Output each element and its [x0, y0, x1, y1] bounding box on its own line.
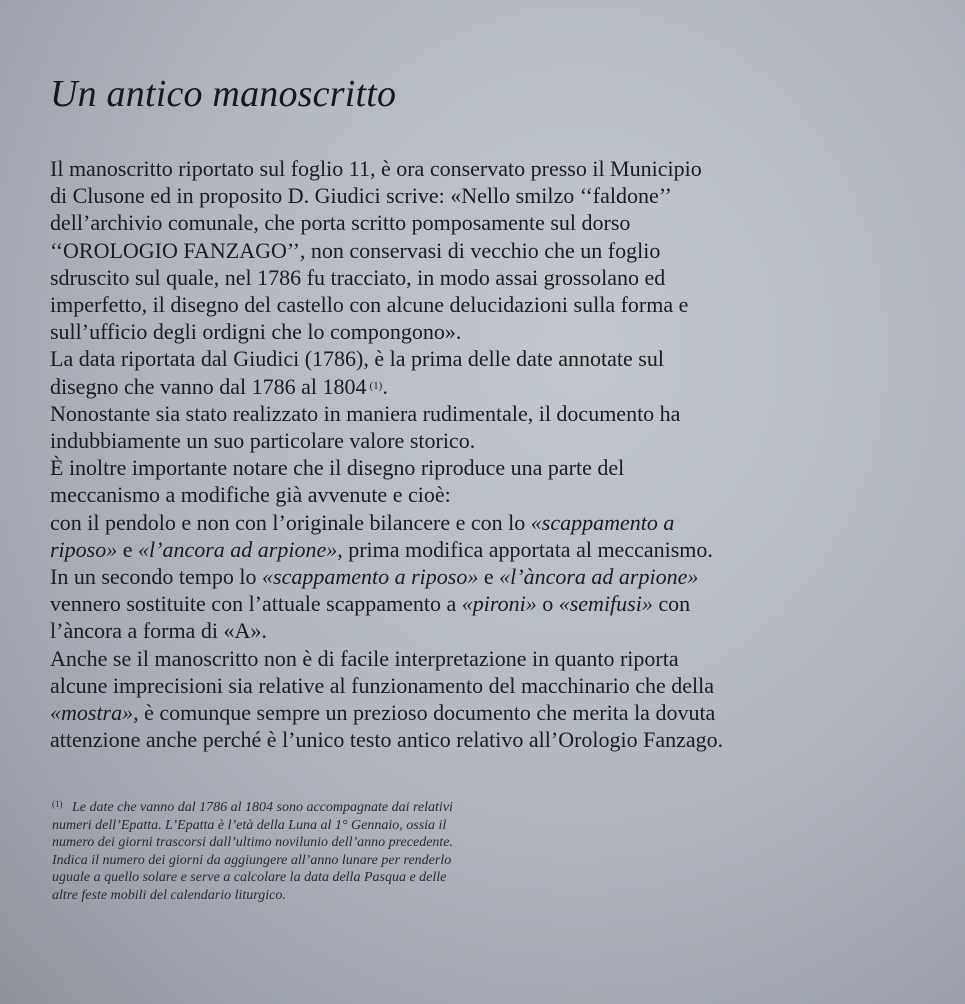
text-segment: È inoltre importante notare che il disegno riproduce una parte del — [50, 455, 625, 481]
text-segment: Il manoscritto riportato sul foglio 11, è ora conservato presso il Municipio — [50, 156, 702, 181]
italic-text: «scappamento a — [530, 509, 675, 535]
footnote-line: numeri dell’Epatta. L’Epatta è l’età della Luna al 1° Gennaio, ossia il — [52, 817, 447, 833]
text-line — [50, 590, 930, 617]
text-line — [50, 427, 930, 454]
text-line — [50, 617, 930, 644]
text-segment: l’àncora a forma di «A». — [50, 618, 267, 644]
footnote-line: Le date che vanno dal 1786 al 1804 sono accompagnate dai relativi — [72, 800, 453, 815]
paragraph — [50, 345, 930, 399]
italic-text: «semifusi» — [558, 591, 653, 617]
text-segment: di Clusone ed in proposito D. Giudici scrive: «Nello smilzo ‘‘faldone’’ — [50, 183, 672, 209]
paragraph — [50, 454, 930, 563]
text-line — [50, 182, 930, 209]
footnote-line: uguale a quello solare e serve a calcolare la data della Pasqua e delle — [52, 870, 447, 886]
text-segment: sdruscito sul quale, nel 1786 fu tracciato, in modo assai grossolano ed — [50, 264, 666, 290]
text-segment: meccanismo a modifiche già avvenute e cioè: — [50, 482, 451, 508]
italic-text: riposo» — [50, 536, 118, 562]
text-segment: In un secondo tempo lo — [50, 564, 263, 590]
text-segment: indubbiamente un suo particolare valore storico. — [50, 428, 476, 454]
text-line — [50, 726, 930, 753]
text-line — [50, 481, 930, 508]
text-segment: Anche se il manoscritto non è di facile interpretazione in quanto riporta — [50, 645, 679, 671]
text-segment: o — [536, 591, 559, 617]
italic-text: «l’àncora ad arpione» — [499, 564, 699, 590]
text-segment: dell’archivio comunale, che porta scritto pomposamente sul dorso — [50, 210, 631, 236]
text-line — [50, 155, 930, 182]
text-segment: con — [652, 591, 691, 617]
text-line — [50, 373, 930, 400]
text-line — [50, 672, 930, 699]
page-title: Un antico manoscritto — [50, 73, 397, 115]
footnote-reference: (1) — [369, 379, 383, 392]
paragraph — [50, 400, 930, 454]
text-segment: La data riportata dal Giudici (1786), è la prima delle date annotate sul — [50, 346, 664, 372]
italic-text: «scappamento a riposo» — [262, 564, 479, 590]
text-segment: e — [478, 564, 500, 590]
text-segment: ‘‘OROLOGIO FANZAGO’’, non conservasi di vecchio che un foglio — [50, 237, 661, 263]
text-line — [50, 509, 930, 536]
text-line — [50, 209, 930, 236]
footnote — [52, 796, 652, 905]
text-line — [50, 345, 930, 372]
paragraph — [50, 563, 930, 645]
text-segment: imperfetto, il disegno del castello con alcune delucidazioni sulla forma e — [50, 292, 689, 318]
text-segment: e — [117, 536, 139, 562]
text-segment: sull’ufficio degli ordigni che lo compongono». — [50, 319, 462, 345]
italic-text: «mostra» — [50, 700, 134, 726]
text-line — [50, 563, 930, 590]
text-segment: , prima modifica apportata al meccanismo. — [337, 536, 713, 562]
text-line — [50, 237, 930, 264]
text-line — [50, 645, 930, 672]
text-line — [50, 264, 930, 291]
footnote-line: altre feste mobili del calendario liturgico. — [52, 887, 286, 903]
footnote-marker: (1) — [52, 799, 63, 809]
text-segment: Nonostante sia stato realizzato in maniera rudimentale, il documento ha — [50, 400, 681, 426]
body-text — [50, 155, 930, 753]
text-segment: alcune imprecisioni sia relative al funzionamento del macchinario che della — [50, 672, 714, 698]
text-segment: vennero sostituite con l’attuale scappamento a — [50, 591, 462, 617]
italic-text: «pironi» — [461, 591, 537, 617]
text-segment: . — [382, 373, 388, 399]
text-line — [50, 318, 930, 345]
text-segment: con il pendolo e non con l’originale bilancere e con lo — [50, 509, 531, 535]
text-line — [50, 699, 930, 726]
text-line — [50, 454, 930, 481]
text-segment: disegno che vanno dal 1786 al 1804 — [50, 373, 367, 399]
footnote-line: numero dei giorni trascorsi dall’ultimo novilunio dell’anno precedente. — [52, 835, 454, 851]
footnote-line: Indica il numero dei giorni da aggiungere all’anno lunare per renderlo — [52, 852, 452, 868]
text-line — [50, 536, 930, 563]
italic-text: «l’ancora ad arpione» — [138, 536, 338, 562]
text-line — [50, 291, 930, 318]
text-segment: attenzione anche perché è l’unico testo antico relativo all’Orologio Fanzago. — [50, 727, 724, 753]
paragraph — [50, 155, 930, 345]
paragraph — [50, 645, 930, 754]
text-line — [50, 400, 930, 427]
text-segment: , è comunque sempre un prezioso documento che merita la dovuta — [133, 700, 716, 726]
